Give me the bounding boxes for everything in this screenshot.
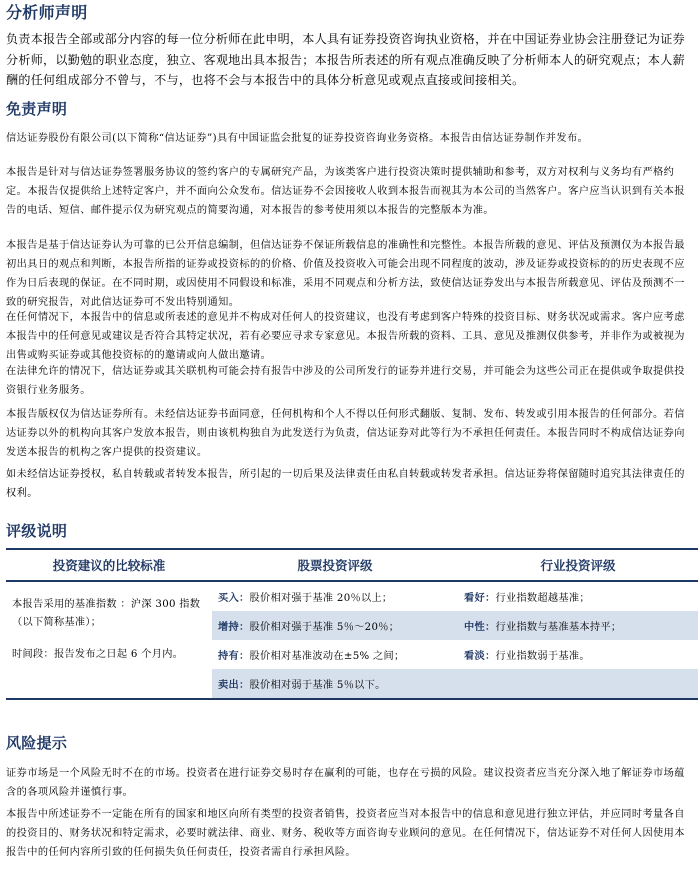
stock-rating-text: 股价相对强于基准 5％～20％； <box>249 622 400 633</box>
stock-rating-label: 持有： <box>218 650 250 662</box>
stock-rating-hold <box>212 640 458 669</box>
stock-rating-sell <box>212 669 458 699</box>
analyst-statement-heading: 分析师声明 <box>6 3 88 22</box>
rating-header-stock: 股票投资评级 <box>212 549 458 581</box>
disclaimer-paragraph-2: 本报告是针对与信达证券签署服务协议的签约客户的专属研究产品，为该类客户进行投资决策时提供辅助和参考，双方对权利与义务均有严格约定。本报告仅提供给上述特定客户，并不面向公众发布。信达证券不会因接收人收到本报告而视其为本公司的当然客户。客户应当认识到有关本报告的电话、短信、邮件提示仅为研究观点的简要沟通，对本报告的参考使用须以本报告的完整版本为准。 <box>6 167 685 216</box>
industry-rating-text: 行业指数与基准基本持平； <box>495 622 622 633</box>
stock-rating-text: 股价相对强于基准 20％以上； <box>249 593 393 604</box>
disclaimer-paragraph-6: 本报告版权仅为信达证券所有。未经信达证券书面同意，任何机构和个人不得以任何形式翻版、复制、发布、转发或引用本报告的任何部分。若信达证券以外的机构向其客户发放本报告，则由该机构独自为此发送行为负责，信达证券对此等行为不承担任何责任。本报告同时不构成信达证券向发送本报告的机构之客户提供的投资建议。 <box>6 409 685 458</box>
disclaimer-paragraph-1: 信达证券股份有限公司(以下简称“信达证券”)具有中国证监会批复的证券投资咨询业务资格。本报告由信达证券制作并发布。 <box>6 133 589 144</box>
rating-table-container <box>6 548 698 696</box>
disclaimer-heading: 免责声明 <box>6 100 68 118</box>
industry-rating-label: 看好： <box>464 592 496 604</box>
disclaimer-paragraph-5: 在法律允许的情况下，信达证券或其关联机构可能会持有报告中涉及的公司所发行的证券并进行交易，并可能会为这些公司正在提供或争取提供投资银行业务服务。 <box>6 366 685 396</box>
rating-heading: 评级说明 <box>6 522 68 540</box>
disclaimer-paragraph-4: 在任何情况下，本报告中的信息或所表述的意见并不构成对任何人的投资建议，也没有考虑到客户特殊的投资目标、财务状况或需求。客户应考虑本报告中的任何意见或建议是否符合其特定状况，若有必要应寻求专家意见。本报告所载的资料、工具、意见及推测仅供参考，并非作为或被视为出售或购买证券或其他投资标的的邀请或向人做出邀请。 <box>6 312 685 361</box>
rating-basis-period: 时间段：报告发布之日起 6 个月内。 <box>12 649 184 660</box>
rating-basis-index: 本报告采用的基准指数 ：沪深 300 指数（以下简称基准）； <box>12 599 201 628</box>
analyst-statement-text: 负责本报告全部或部分内容的每一位分析师在此申明，本人具有证券投资咨询执业资格，并在中国证券业协会注册登记为证券分析师，以勤勉的职业态度，独立、客观地出具本报告；本报告所表述的所有观点准确反映了分析师本人的研究观点；本人薪酬的任何组成部分不曾与，不与，也将不会与本报告中的具体分析意见或观点直接或间接相关。 <box>6 32 685 87</box>
stock-rating-label: 增持： <box>218 621 250 633</box>
rating-header-industry: 行业投资评级 <box>458 549 698 581</box>
industry-rating-positive <box>458 581 698 611</box>
rating-table <box>6 548 698 700</box>
risk-heading: 风险提示 <box>6 734 68 752</box>
stock-rating-buy <box>212 581 458 611</box>
risk-paragraph-1: 证券市场是一个风险无时不在的市场。投资者在进行证券交易时存在赢利的可能，也存在亏损的风险。建议投资者应当充分深入地了解证券市场蕴含的各项风险并谨慎行事。 <box>6 768 685 798</box>
stock-rating-label: 买入： <box>218 592 250 604</box>
stock-rating-label: 卖出： <box>218 679 250 691</box>
industry-rating-label: 看淡： <box>464 650 496 662</box>
rating-header-basis: 投资建议的比较标准 <box>6 549 212 581</box>
disclaimer-paragraph-3: 本报告是基于信达证券认为可靠的已公开信息编制，但信达证券不保证所载信息的准确性和完整性。本报告所载的意见、评估及预测仅为本报告最初出具日的观点和判断，本报告所指的证券或投资标的的价格、价值及投资收入可能会出现不同程度的波动，涉及证券或投资标的的历史表现不应作为日后表现的保证。在不同时期，或因使用不同假设和标准，采用不同观点和分析方法，致使信达证券发出与本报告所载意见、评估及预测不一致的研究报告，对此信达证券可不发出特别通知。 <box>6 240 685 308</box>
risk-paragraph-2: 本报告中所述证券不一定能在所有的国家和地区向所有类型的投资者销售，投资者应当对本报告中的信息和意见进行独立评估，并应同时考量各自的投资目的、财务状况和特定需求，必要时就法律、商业、财务、税收等方面咨询专业顾问的意见。在任何情况下，信达证券不对任何人因使用本报告中的任何内容所引致的任何损失负任何责任，投资者需自行承担风险。 <box>6 809 685 858</box>
industry-rating-label: 中性： <box>464 621 496 633</box>
industry-rating-text: 行业指数弱于基准。 <box>495 651 590 662</box>
disclaimer-paragraph-7: 如未经信达证券授权，私自转载或者转发本报告，所引起的一切后果及法律责任由私自转载或转发者承担。信达证券将保留随时追究其法律责任的权利。 <box>6 469 685 499</box>
stock-rating-overweight <box>212 611 458 640</box>
industry-rating-negative <box>458 640 698 669</box>
industry-rating-empty <box>458 669 698 699</box>
stock-rating-text: 股价相对基准波动在±5% 之间； <box>249 651 405 662</box>
industry-rating-neutral <box>458 611 698 640</box>
rating-basis-cell <box>6 581 212 699</box>
stock-rating-text: 股价相对弱于基准 5％以下。 <box>249 680 386 691</box>
industry-rating-text: 行业指数超越基准； <box>495 593 590 604</box>
